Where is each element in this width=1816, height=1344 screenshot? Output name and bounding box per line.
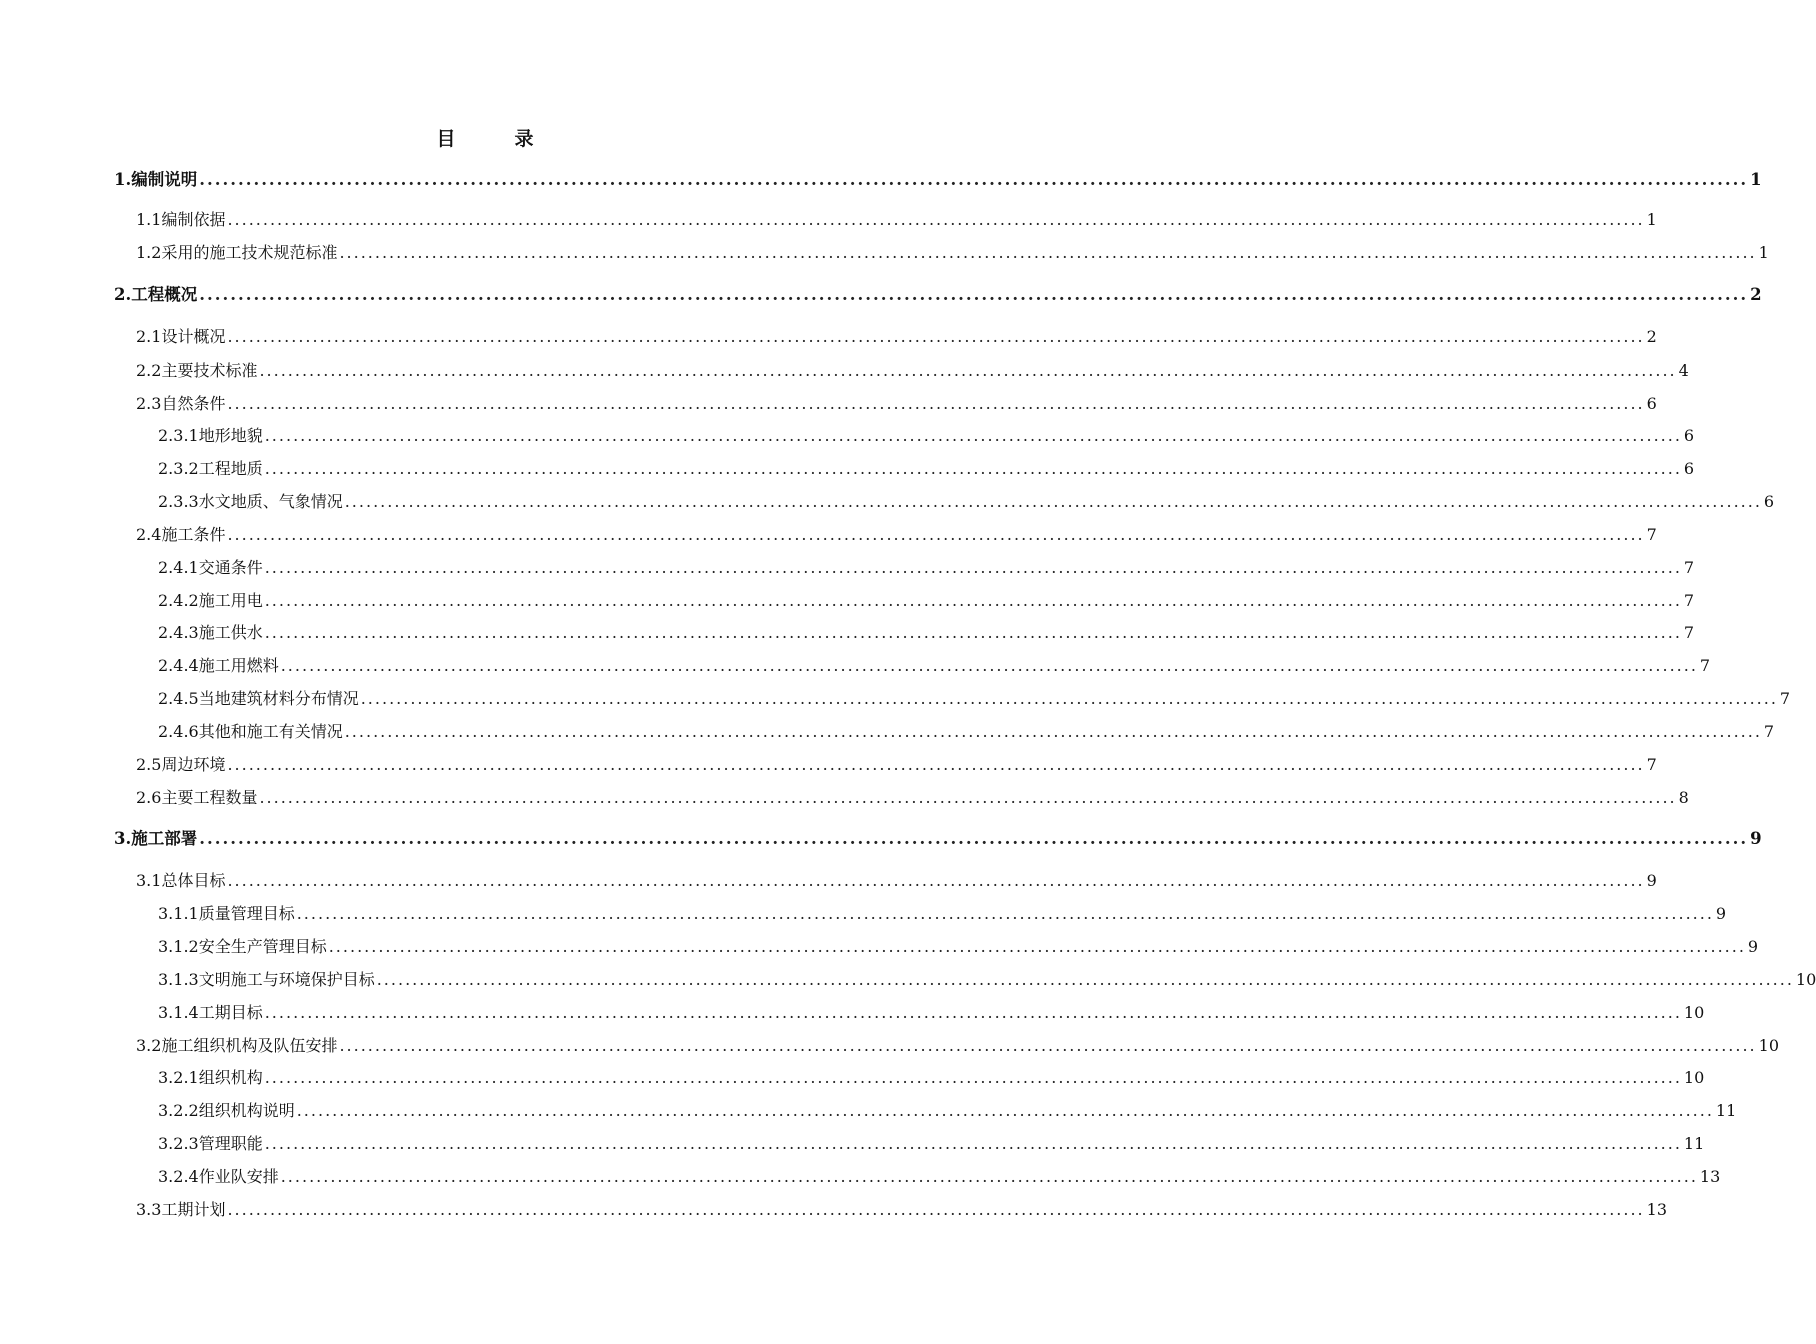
toc-leader-dots: ........................................................................................................................................................................................................ bbox=[264, 426, 1682, 445]
toc-entry-page-number: 10 bbox=[1795, 970, 1816, 989]
toc-leader-dots: ........................................................................................................................................................................................................ bbox=[227, 525, 1645, 544]
toc-entry-label: 3.1.4工期目标 bbox=[158, 1003, 263, 1022]
toc-entry[interactable] bbox=[158, 457, 1695, 481]
toc-entry-label: 2.5周边环境 bbox=[136, 755, 226, 774]
toc-entry-label: 2.3.1地形地貌 bbox=[158, 426, 263, 445]
toc-entry-page-number: 4 bbox=[1678, 361, 1689, 380]
toc-entry[interactable] bbox=[158, 902, 1727, 926]
toc-entry-label: 3.2.2组织机构说明 bbox=[158, 1101, 295, 1120]
toc-entry[interactable] bbox=[136, 241, 1769, 265]
toc-entry-page-number: 2 bbox=[1750, 285, 1762, 304]
toc-leader-dots: ........................................................................................................................................................................................................ bbox=[259, 361, 1677, 380]
toc-leader-dots: ........................................................................................................................................................................................................ bbox=[280, 1167, 1698, 1186]
toc-entry-page-number: 7 bbox=[1646, 755, 1657, 774]
toc-leader-dots: ........................................................................................................................................................................................................ bbox=[296, 1101, 1714, 1120]
toc-leader-dots: ........................................................................................................................................................................................................ bbox=[227, 394, 1645, 413]
toc-entry-page-number: 9 bbox=[1646, 871, 1657, 890]
toc-entry-page-number: 7 bbox=[1699, 656, 1711, 675]
toc-entry[interactable] bbox=[136, 869, 1657, 893]
toc-entry[interactable] bbox=[158, 968, 1816, 992]
toc-entry[interactable] bbox=[158, 621, 1695, 645]
toc-entry-label: 2.4.2施工用电 bbox=[158, 591, 263, 610]
toc-entry-page-number: 6 bbox=[1646, 394, 1657, 413]
toc-leader-dots: ........................................................................................................................................................................................................ bbox=[360, 689, 1778, 708]
toc-entry[interactable] bbox=[158, 589, 1695, 613]
toc-entry-label: 3.施工部署 bbox=[114, 829, 198, 848]
toc-leader-dots: ........................................................................................................................................................................................................ bbox=[344, 722, 1762, 741]
toc-leader-dots: ........................................................................................................................................................................................................ bbox=[296, 904, 1714, 923]
toc-leader-dots: ........................................................................................................................................................................................................ bbox=[199, 829, 1749, 848]
toc-leader-dots: ........................................................................................................................................................................................................ bbox=[376, 970, 1794, 989]
toc-entry-label: 3.1总体目标 bbox=[136, 871, 226, 890]
toc-leader-dots: ........................................................................................................................................................................................................ bbox=[264, 623, 1682, 642]
toc-entry-label: 2.4.4施工用燃料 bbox=[158, 656, 279, 675]
toc-entry-page-number: 7 bbox=[1763, 722, 1775, 741]
toc-entry-label: 1.1编制依据 bbox=[136, 210, 226, 229]
toc-entry-page-number: 10 bbox=[1758, 1036, 1779, 1055]
toc-entry-label: 3.2.4作业队安排 bbox=[158, 1167, 279, 1186]
toc-leader-dots: ........................................................................................................................................................................................................ bbox=[227, 1200, 1645, 1219]
toc-entry[interactable] bbox=[158, 1066, 1705, 1090]
toc-entry[interactable] bbox=[114, 168, 1762, 192]
toc-entry-page-number: 7 bbox=[1683, 591, 1695, 610]
toc-entry-page-number: 11 bbox=[1715, 1101, 1737, 1120]
toc-leader-dots: ........................................................................................................................................................................................................ bbox=[227, 755, 1645, 774]
toc-entry[interactable] bbox=[158, 1099, 1737, 1123]
toc-entry-page-number: 10 bbox=[1683, 1003, 1705, 1022]
toc-entry[interactable] bbox=[158, 935, 1759, 959]
toc-leader-dots: ........................................................................................................................................................................................................ bbox=[264, 1134, 1682, 1153]
toc-leader-dots: ........................................................................................................................................................................................................ bbox=[264, 591, 1682, 610]
toc-leader-dots: ........................................................................................................................................................................................................ bbox=[199, 170, 1749, 189]
toc-entry[interactable] bbox=[136, 523, 1657, 547]
toc-entry-page-number: 13 bbox=[1699, 1167, 1721, 1186]
toc-entry-label: 2.1设计概况 bbox=[136, 327, 226, 346]
toc-leader-dots: ........................................................................................................................................................................................................ bbox=[264, 1003, 1682, 1022]
toc-entry[interactable] bbox=[158, 1132, 1705, 1156]
toc-entry-page-number: 6 bbox=[1683, 426, 1695, 445]
toc-leader-dots: ........................................................................................................................................................................................................ bbox=[280, 656, 1698, 675]
toc-entry-page-number: 6 bbox=[1763, 492, 1775, 511]
toc-leader-dots: ........................................................................................................................................................................................................ bbox=[227, 871, 1645, 890]
toc-entry-label: 2.2主要技术标准 bbox=[136, 361, 258, 380]
toc-entry[interactable] bbox=[158, 687, 1791, 711]
toc-entry-label: 2.工程概况 bbox=[114, 285, 198, 304]
toc-entry-page-number: 1 bbox=[1646, 210, 1657, 229]
toc-entry-label: 3.2.1组织机构 bbox=[158, 1068, 263, 1087]
toc-entry[interactable] bbox=[136, 392, 1657, 416]
toc-entry-page-number: 6 bbox=[1683, 459, 1695, 478]
toc-entry-page-number: 13 bbox=[1646, 1200, 1667, 1219]
toc-entry-label: 1.编制说明 bbox=[114, 170, 198, 189]
toc-leader-dots: ........................................................................................................................................................................................................ bbox=[328, 937, 1746, 956]
toc-entry-label: 3.1.1质量管理目标 bbox=[158, 904, 295, 923]
toc-entry-label: 2.3.3水文地质、气象情况 bbox=[158, 492, 343, 511]
toc-entry-label: 3.1.3文明施工与环境保护目标 bbox=[158, 970, 375, 989]
toc-entry[interactable] bbox=[136, 208, 1657, 232]
toc-entry-label: 2.3自然条件 bbox=[136, 394, 226, 413]
toc-leader-dots: ........................................................................................................................................................................................................ bbox=[199, 285, 1749, 304]
toc-entry-page-number: 9 bbox=[1747, 937, 1759, 956]
toc-entry-label: 2.4.6其他和施工有关情况 bbox=[158, 722, 343, 741]
toc-entry[interactable] bbox=[158, 654, 1711, 678]
toc-entry[interactable] bbox=[136, 325, 1657, 349]
toc-leader-dots: ........................................................................................................................................................................................................ bbox=[264, 558, 1682, 577]
toc-entry[interactable] bbox=[158, 490, 1775, 514]
toc-entry-page-number: 1 bbox=[1758, 243, 1769, 262]
toc-entry[interactable] bbox=[158, 720, 1775, 744]
toc-entry[interactable] bbox=[114, 283, 1762, 307]
toc-entry-page-number: 10 bbox=[1683, 1068, 1705, 1087]
toc-leader-dots: ........................................................................................................................................................................................................ bbox=[264, 459, 1682, 478]
toc-entry-page-number: 9 bbox=[1750, 829, 1762, 848]
toc-entry-label: 3.3工期计划 bbox=[136, 1200, 226, 1219]
toc-entry[interactable] bbox=[158, 1001, 1705, 1025]
toc-entry-page-number: 1 bbox=[1750, 170, 1762, 189]
toc-entry[interactable] bbox=[136, 786, 1689, 810]
toc-entry-label: 3.2施工组织机构及队伍安排 bbox=[136, 1036, 338, 1055]
toc-entry[interactable] bbox=[136, 359, 1689, 383]
toc-entry[interactable] bbox=[158, 424, 1695, 448]
toc-leader-dots: ........................................................................................................................................................................................................ bbox=[339, 1036, 1757, 1055]
toc-title: 目 录 bbox=[436, 128, 554, 150]
toc-entry-page-number: 2 bbox=[1646, 327, 1657, 346]
toc-leader-dots: ........................................................................................................................................................................................................ bbox=[227, 210, 1645, 229]
toc-entry-label: 2.3.2工程地质 bbox=[158, 459, 263, 478]
toc-entry-label: 2.6主要工程数量 bbox=[136, 788, 258, 807]
toc-entry-page-number: 11 bbox=[1683, 1134, 1705, 1153]
toc-entry-page-number: 7 bbox=[1646, 525, 1657, 544]
toc-entry[interactable] bbox=[158, 1165, 1721, 1189]
toc-entry-label: 3.2.3管理职能 bbox=[158, 1134, 263, 1153]
toc-entry-page-number: 7 bbox=[1683, 623, 1695, 642]
toc-leader-dots: ........................................................................................................................................................................................................ bbox=[227, 327, 1645, 346]
toc-entry-label: 2.4.5当地建筑材料分布情况 bbox=[158, 689, 359, 708]
toc-leader-dots: ........................................................................................................................................................................................................ bbox=[344, 492, 1762, 511]
toc-entry[interactable] bbox=[136, 1198, 1667, 1222]
toc-entry[interactable] bbox=[136, 1034, 1779, 1058]
toc-leader-dots: ........................................................................................................................................................................................................ bbox=[339, 243, 1757, 262]
toc-entry-page-number: 8 bbox=[1678, 788, 1689, 807]
toc-entry[interactable] bbox=[136, 753, 1657, 777]
toc-leader-dots: ........................................................................................................................................................................................................ bbox=[259, 788, 1677, 807]
toc-entry-page-number: 9 bbox=[1715, 904, 1727, 923]
toc-entry-label: 2.4.1交通条件 bbox=[158, 558, 263, 577]
toc-entry-page-number: 7 bbox=[1683, 558, 1695, 577]
toc-entry[interactable] bbox=[158, 556, 1695, 580]
toc-entry-page-number: 7 bbox=[1779, 689, 1791, 708]
toc-entry[interactable] bbox=[114, 827, 1762, 851]
toc-entry-label: 1.2采用的施工技术规范标准 bbox=[136, 243, 338, 262]
toc-leader-dots: ........................................................................................................................................................................................................ bbox=[264, 1068, 1682, 1087]
toc-entry-label: 2.4施工条件 bbox=[136, 525, 226, 544]
toc-entry-label: 2.4.3施工供水 bbox=[158, 623, 263, 642]
toc-entry-label: 3.1.2安全生产管理目标 bbox=[158, 937, 327, 956]
